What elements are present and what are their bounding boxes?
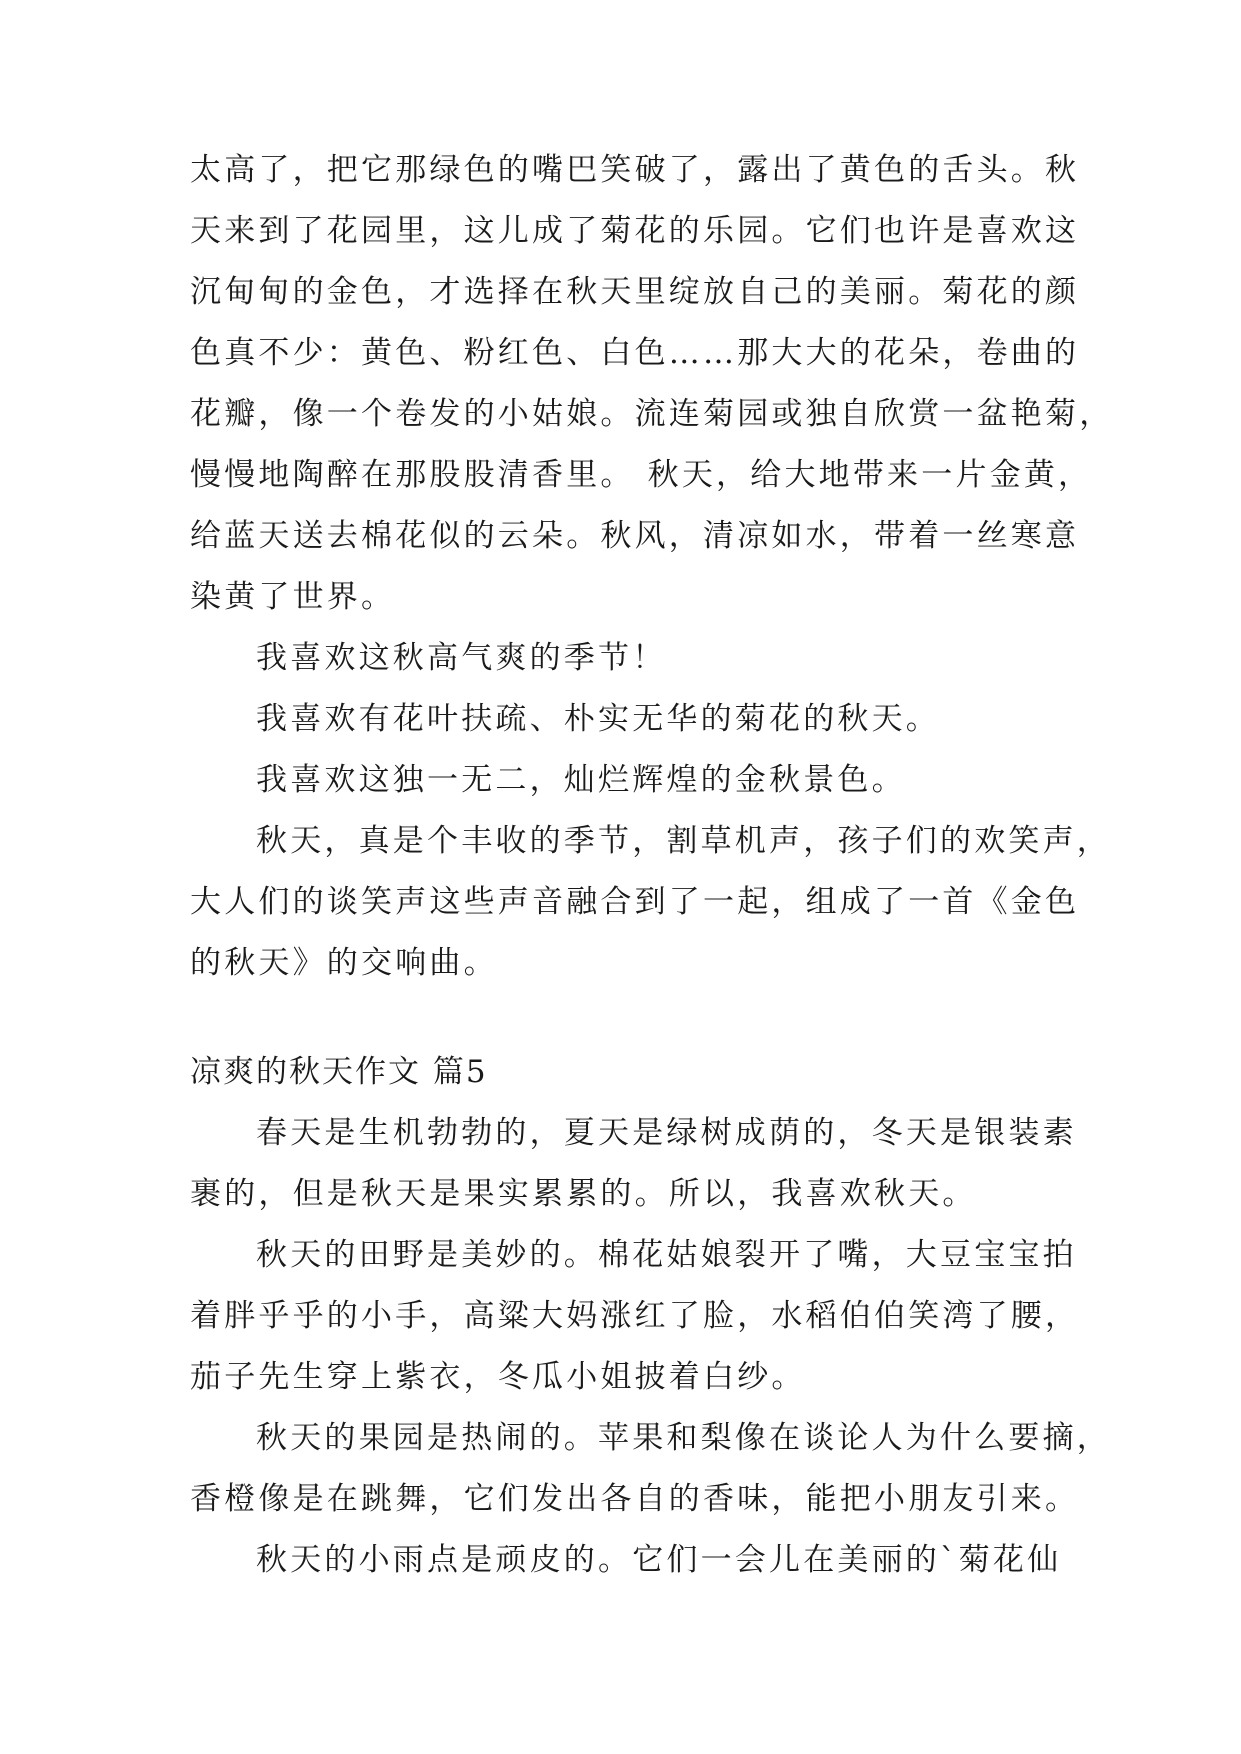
paragraph-line: 天来到了花园里，这儿成了菊花的乐园。它们也许是喜欢这 bbox=[190, 213, 1080, 249]
paragraph-line: 的秋天》的交响曲。 bbox=[190, 945, 498, 981]
paragraph-line: 沉甸甸的金色，才选择在秋天里绽放自己的美丽。菊花的颜 bbox=[190, 274, 1080, 310]
paragraph-line: 我喜欢有花叶扶疏、朴实无华的菊花的秋天。 bbox=[256, 701, 940, 737]
document-page bbox=[190, 0, 1114, 1754]
paragraph-line: 大人们的谈笑声这些声音融合到了一起，组成了一首《金色 bbox=[190, 884, 1080, 920]
paragraph-line: 秋天，真是个丰收的季节，割草机声，孩子们的欢笑声， bbox=[256, 823, 1111, 859]
paragraph-line: 给蓝天送去棉花似的云朵。秋风，清凉如水，带着一丝寒意 bbox=[190, 518, 1080, 554]
paragraph-line: 花瓣，像一个卷发的小姑娘。流连菊园或独自欣赏一盆艳菊， bbox=[190, 396, 1114, 432]
paragraph-line: 裹的，但是秋天是果实累累的。所以，我喜欢秋天。 bbox=[190, 1176, 977, 1212]
paragraph-line: 我喜欢这独一无二，灿烂辉煌的金秋景色。 bbox=[256, 762, 906, 798]
paragraph-line: 我喜欢这秋高气爽的季节！ bbox=[256, 640, 667, 676]
paragraph-line: 秋天的果园是热闹的。苹果和梨像在谈论人为什么要摘， bbox=[256, 1420, 1111, 1456]
paragraph-line: 香橙像是在跳舞，它们发出各自的香味，能把小朋友引来。 bbox=[190, 1481, 1080, 1517]
section-heading: 凉爽的秋天作文 篇5 bbox=[190, 1054, 488, 1090]
paragraph-line: 茄子先生穿上紫衣，冬瓜小姐披着白纱。 bbox=[190, 1359, 806, 1395]
paragraph-line: 染黄了世界。 bbox=[190, 579, 396, 615]
paragraph-line: 秋天的小雨点是顽皮的。它们一会儿在美丽的`菊花仙 bbox=[256, 1542, 1062, 1578]
paragraph-line: 着胖乎乎的小手，高粱大妈涨红了脸，水稻伯伯笑湾了腰， bbox=[190, 1298, 1080, 1334]
paragraph-line: 慢慢地陶醉在那股股清香里。 秋天，给大地带来一片金黄， bbox=[190, 457, 1093, 493]
paragraph-line: 太高了，把它那绿色的嘴巴笑破了，露出了黄色的舌头。秋 bbox=[190, 152, 1080, 188]
paragraph-line: 秋天的田野是美妙的。棉花姑娘裂开了嘴，大豆宝宝拍 bbox=[256, 1237, 1077, 1273]
paragraph-line: 色真不少：黄色、粉红色、白色……那大大的花朵，卷曲的 bbox=[190, 335, 1080, 371]
paragraph-line: 春天是生机勃勃的，夏天是绿树成荫的，冬天是银装素 bbox=[256, 1115, 1077, 1151]
